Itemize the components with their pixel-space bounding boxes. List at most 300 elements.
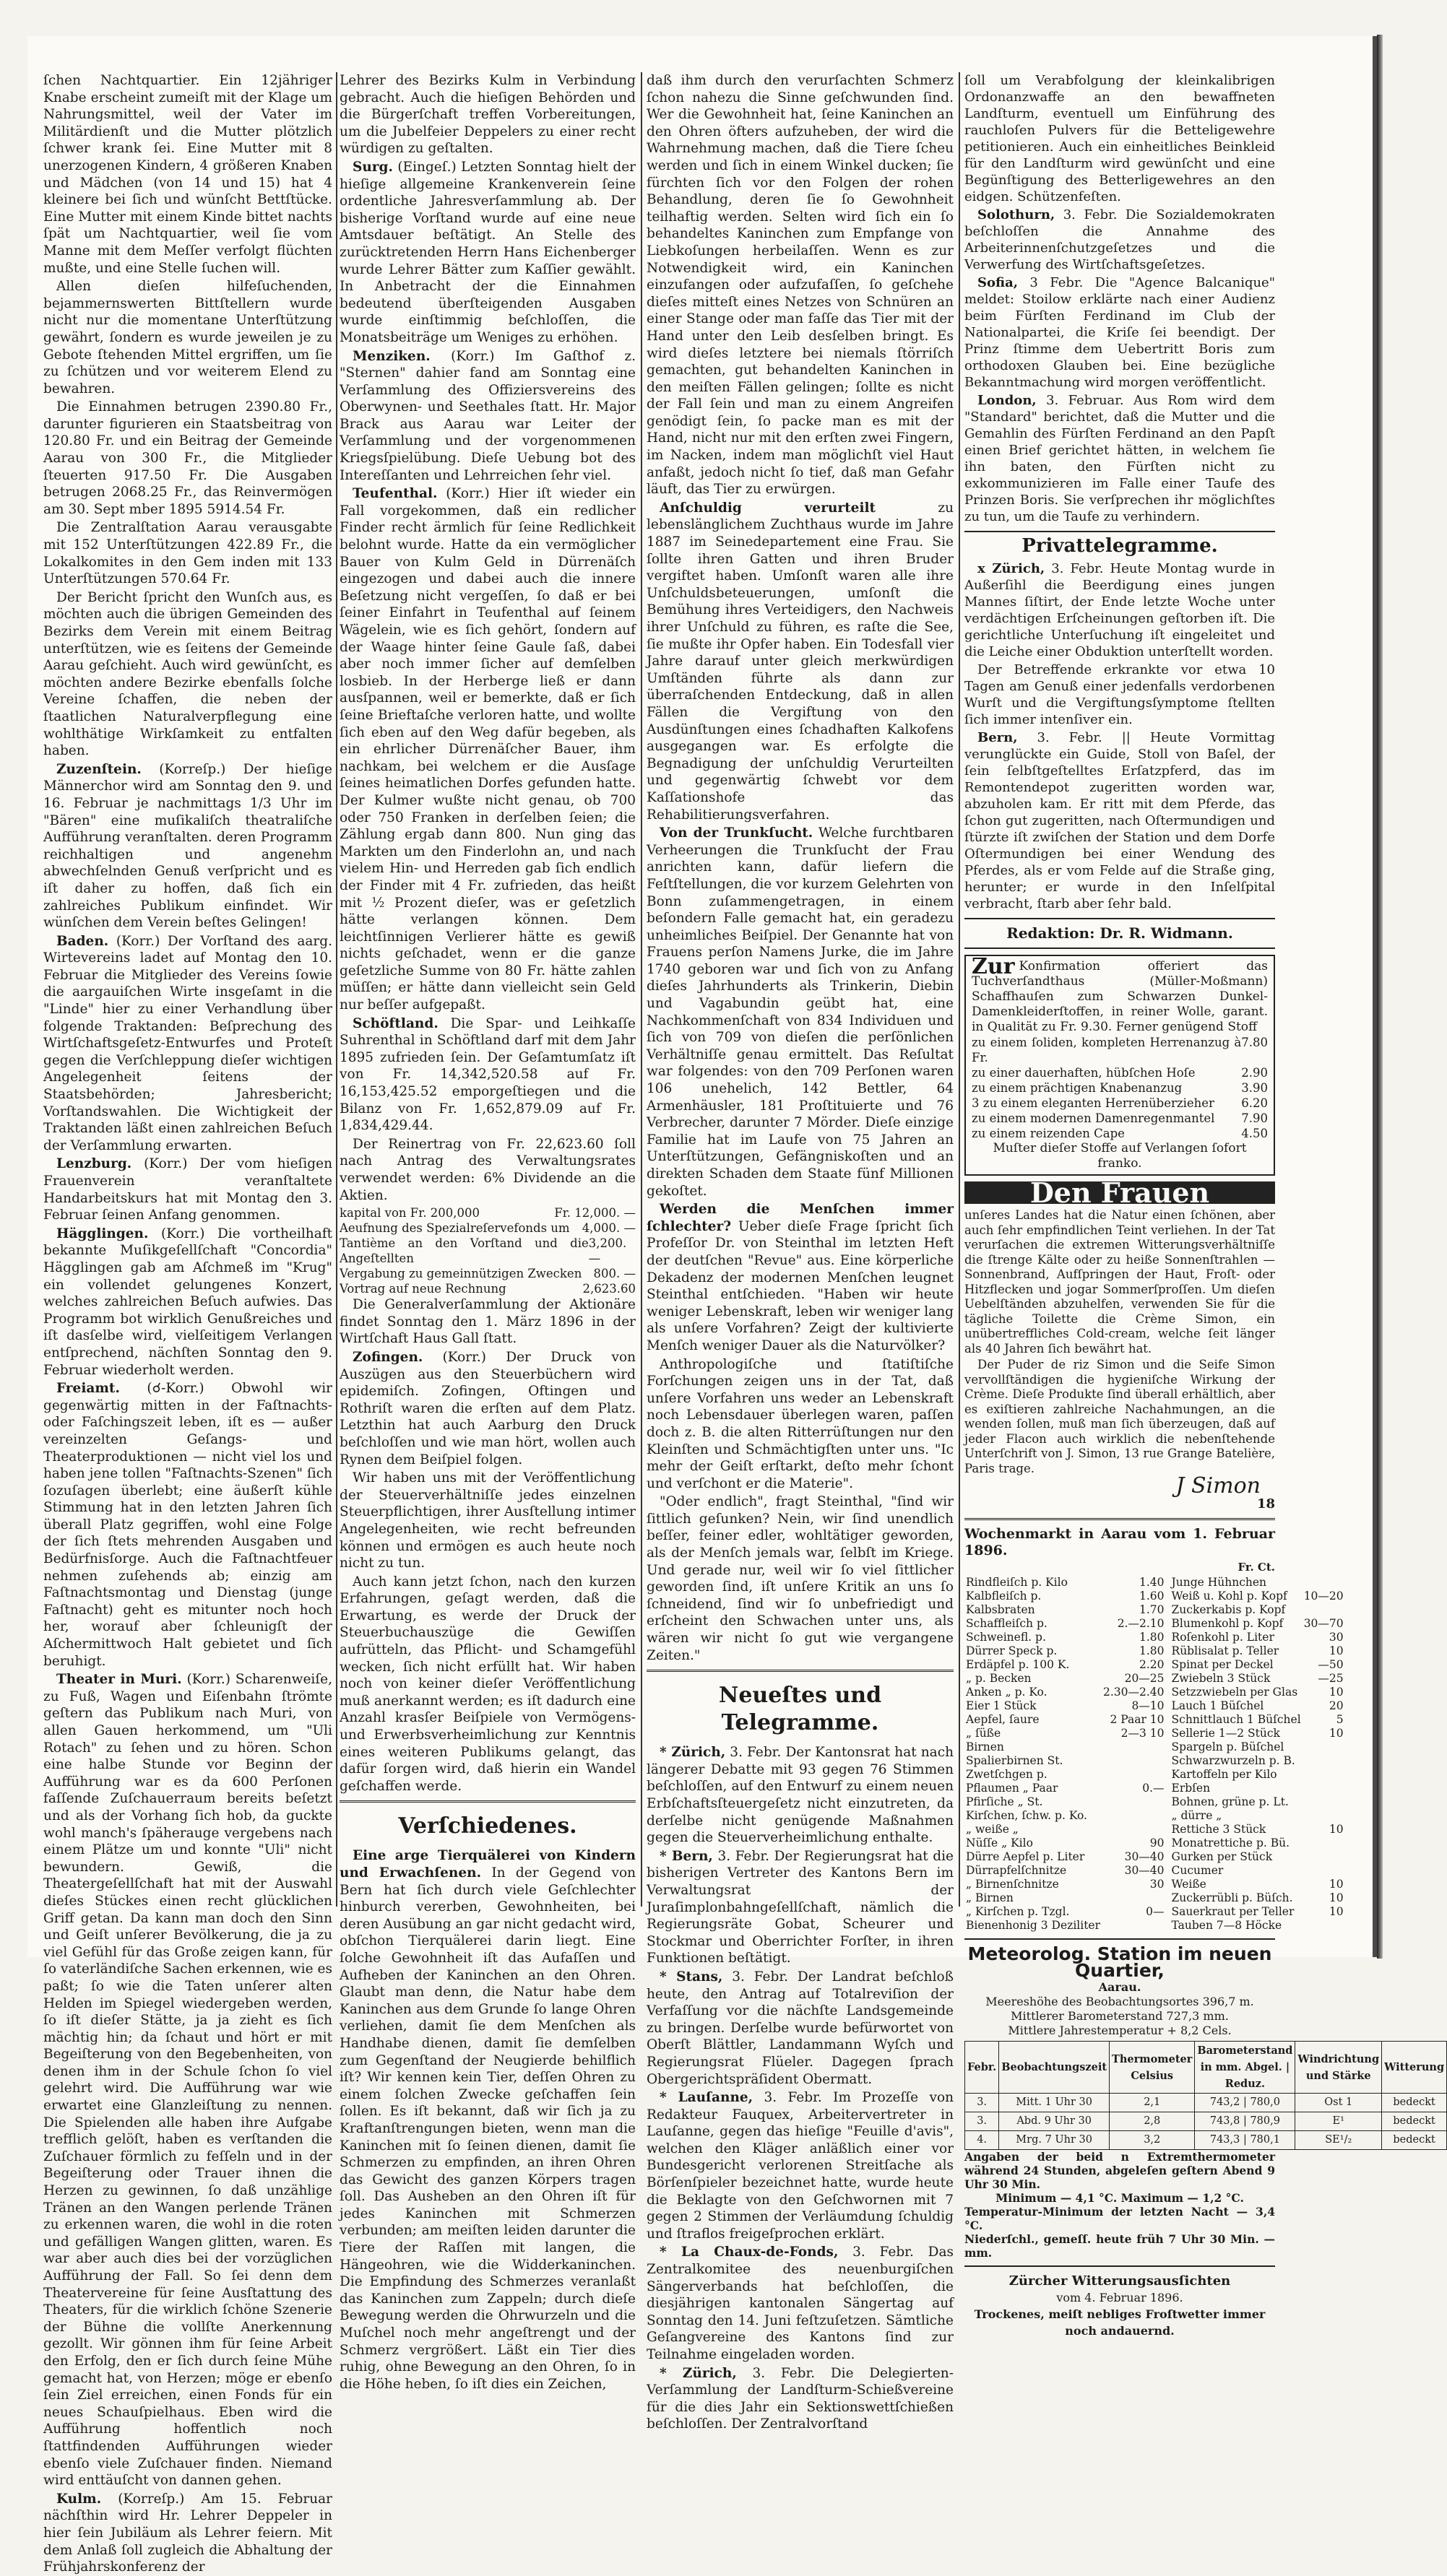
divider [340,1800,636,1803]
meteo-line: Mittlerer Barometerstand 727,3 mm. [1011,2009,1229,2023]
price-row [1170,1836,1345,1850]
item-price: 1.60 [1139,1590,1165,1603]
price-row [1170,1864,1345,1878]
item-name: „ p. Becken [966,1672,1032,1685]
item-price [1303,1782,1345,1795]
price-row [964,1782,1166,1795]
ledger-row: kapital von Fr. 200,000 Fr. 12,000. — [340,1206,636,1220]
item-heading: Eine arge Tierquälerei von Kindern und Erwachſenen. [340,1848,636,1881]
signature: J Simon [1175,1473,1261,1499]
item-price [1303,1850,1345,1864]
frauen-ad-text: Der Puder de riz Simon und die Seife Simon vervollſtändigen die hygieniſche Wirkung der Crème. Dieſe Produkte ſind überall erhältlich, aber es exiſtieren zahlreiche Nachahmungen, an die wenden ſollen, muß man ſich überzeugen, daß auf jeder Flacon auch wirklich die nebenſtehende Unterſchrift von J. Simon, 13 rue Grange Batelière, Paris trage. [964,1358,1275,1475]
news-item [647,2089,954,2242]
price-row [1170,1576,1345,1590]
item-price: 10 [1329,1727,1344,1740]
item-price: 30 [1149,1878,1165,1891]
item-price: 0.— [1142,1782,1165,1795]
ad-price-row: zu einem modernen Damenregenmantel 7.90 [972,1111,1268,1125]
price-row [964,1836,1166,1850]
divider [964,1518,1275,1520]
item-text: 3 Febr. Die "Agence Balcanique" meldet: Stoilow erklärte nach einer Audienz beim Fürſten Ferdinand im Club der Nationalpartei, die Kriſe ſei beendigt. Der Prinz ſtimme dem Uebertritt Boris zum orthodoxen Glauben bei. Eine bezügliche Bekanntmachung wird morgen veröffentlicht. [964,275,1275,390]
paragraph: Lehrer des Bezirks Kulm in Verbindung gebracht. Auch die hieſigen Behörden und die Bürgerſchaft treffen Vorbereitungen, um die Jubelfeier Deppelers zu einer recht würdigen zu geſtalten. [340,73,636,157]
item-text: (Korreſp.) Der hieſige Männerchor wird am Sonntag den 9. und 16. Februar je nachmittags 1/3 Uhr im "Bären" eine muſikaliſch theatraliſche Aufführung veranſtalten. deren Programm reichhaltigen und angenehm abwechſelnden Genuß verſpricht und es iſt daher zu hoffen, daß ſich ein zahlreiches Publikum einfindet. Wir wünſchen dem Verein beſtes Gelingen! [43,761,332,931]
price-row [1170,1699,1345,1713]
price-row [1170,1850,1345,1864]
item-name: Dürrapfelſchnitze [966,1864,1067,1877]
price-row [964,1919,1166,1933]
item-price: 30—70 [1303,1617,1344,1630]
table-row: 4. Mrg. 7 Uhr 30 3,2 743,3 | 780,1 SE¹/₂ bedeckt [965,2131,1447,2150]
item-price: 30—40 [1124,1850,1165,1863]
item-name: Schwarzwurzeln p. B. [1171,1754,1295,1767]
place-heading: x Zürich, [977,561,1045,576]
item-heading: Von der Trunkſucht. [660,825,813,841]
price-row [1170,1795,1345,1809]
news-item [340,1847,636,2393]
ad-number: 18 [1256,1496,1275,1512]
news-item [340,1470,636,1572]
item-text: 3. Febr. || Heute Vormittag verunglückte ein Guide, Stoll von Baſel, der ſein ſelbſtgeſtelltes Erſatzpferd, das im Remontendepot zugeritten worden war, abzuholen kam. Er ritt mit dem Pferde, das ſchon gut zugeritten, nach Oſtermundigen und ſtürzte iſt zwiſchen der Station und dem Dorfe Oſtermundigen bei einer Wendung des Pferdes, als er vom Felde auf die Straße ging, herunter; er wurde in den Inſelſpital verbracht, ſtarb aber ſehr bald. [964,730,1275,911]
item-name: Monatrettiche p. Bü. [1171,1836,1290,1849]
item-price: 2—3 10 [1120,1727,1165,1740]
item-price: 10 [1329,1905,1344,1918]
item-price [1303,1836,1345,1850]
item-price: —25 [1318,1672,1344,1685]
item-name: „ ſüße [966,1727,1001,1740]
ad-price-row: zu einem reizenden Cape 4.50 [972,1127,1268,1140]
item-text: (Korr.) Der vom hieſigen Frauenverein veranſtaltete Handarbeitskurs hat mit Montag den 3. Februar ſeinen Anfang genommen. [43,1156,332,1223]
paragraph: Die Einnahmen betrugen 2390.80 Fr., darunter figurieren ein Staatsbeitrag von 120.80 Fr. und ein Beitrag der Gemeinde Aarau von 300 Fr., die Mitglieder ſteuerten 917.50 Fr. Die Ausgaben betrugen 2068.25 Fr., das Reinvermögen am 30. Sept mber 1895 5914.54 Fr. [43,399,332,517]
paragraph: daß ihm durch den verurſachten Schmerz ſchon nahezu die Sinne geſchwunden ſind. Wer die Gewohnheit hat, ſeine Kaninchen an den Ohren öfters aufzuheben, der wird die Wahrnehmung machen, daß die Tiere ſcheu werden und ſich in einem Winkel ducken; ſie fürchten ſich vor den Folgen der rohen Behandlung, deren ſie ſo Gewohnheit teilhaftig werden. Selten wird ſich ein ſo behandeltes Kaninchen zum Empfange von Liebkoſungen herbeilaſſen. Wenn es zur Notwendigkeit wird, ein Kaninchen einzufangen oder aufzufaſſen, ſo geſchehe dieſes mitteſt eines Netzes von Schnüren an einer Stange oder man faſſe das Tier mit der Hand unter den Leib desſelben bringt. Es wird dieſes letztere bei niemals ſtörriſch gemachten, gut behandelten Kaninchen in den meiſten Fällen gelingen; ſollte es nicht der Fall ſein und man zu einem Angreifen genödigt ſein, ſo packe man es mit der Hand, nicht nur mit den erſten zwei Fingern, im Nacken, indem man möglichſt viel Haut anfaßt, jedoch nicht ſo tief, daß man Gefahr läuft, das Tier zu erwürgen. [647,73,954,498]
item-name: Nüſſe „ Kilo [966,1836,1033,1849]
ad-headline: Konfirmation offeriert das Tuchverſandthaus (Müller-Moßmann) Schaffhauſen zum Schwarzen Dunkel-Damenkleiderſtoffen, in reiner Wolle, garant. in Qualität zu Fr. 9.30. Ferner genügend Stoff [972,959,1268,1034]
item-price: 10 [1329,1891,1344,1904]
item-price: 2.—2.10 [1117,1617,1165,1630]
item-price [1102,1891,1166,1905]
price-row [1170,1782,1345,1795]
units-label: Fr. Ct. [1237,1561,1275,1574]
place-heading: Baden. [56,933,109,949]
ad-price-row: zu einer dauerhaften, hübſchen Hoſe 2.90 [972,1066,1268,1080]
price-row [964,1576,1166,1590]
ledger [340,1205,636,1296]
place-heading: Lenzburg. [56,1156,132,1172]
price-row [964,1631,1166,1644]
item-text: 3. Februar. Aus Rom wird dem "Standard" berichtet, daß die Mutter und die Gemahlin des Fürſten Ferdinand an den Papſt einen Brief gerichtet hätten, in welchem ſie ihn baten, den Fürſten nicht zu exkommunizieren im Falle einer Taufe des Prinzen Boris. Sie verſprechen ihr möglichſtes zu tun, um die Taufe zu verhindern. [964,393,1275,524]
ledger-row: Vergabung zu gemeinnützigen Zwecken 800. — [340,1267,636,1281]
price-row [964,1727,1166,1740]
price-row [964,1713,1166,1727]
price-row [964,1754,1166,1768]
item-name: Spalierbirnen St. [966,1754,1063,1767]
place-heading: * Stans, [660,1969,723,1985]
item-price: 30 [1329,1631,1344,1644]
item-name: Anken „ p. Ko. [966,1686,1048,1699]
place-heading: Bern, [977,730,1018,745]
meteo-note: Niederſchl., gemeſſ. heute früh 7 Uhr 30 Min. — mm. [964,2232,1275,2260]
column-rule [336,72,337,1907]
divider [964,1938,1275,1940]
place-heading: Zuzenſtein. [56,761,142,777]
item-price [1102,1768,1166,1782]
item-name: „ Birnen [966,1891,1014,1904]
news-item [43,1155,332,1223]
news-item [964,662,1275,728]
paragraph: Allen dieſen hilfeſuchenden, bejammernswerten Bittſtellern wurde nicht nur die momentane Unterſtützung gewährt, ſondern es wurde jeweilen je zu Gebote ſtehenden Mittel ergriffen, um ſie zu ſchützen und vor weiterem Elend zu bewahren. [43,279,332,396]
price-row [1170,1768,1345,1782]
forecast-date: vom 4. Februar 1896. [1056,2291,1183,2304]
section-title: Neueſtes und Telegramme. [718,1683,882,1736]
item-text: (Korr.) Der Druck von Auszügen aus den Steuerbüchern wird epidemiſch. Zofingen, Oftingen und Rothriſt waren die erſten auf dem Platz. Letzthin hat auch Aarburg den Druck beſchloſſen und wie man hört, wollen auch Rynen dem Beiſpiel folgen. [340,1349,636,1467]
item-name: Eier 1 Stück [966,1699,1037,1712]
item-name: Roſenkohl p. Liter [1171,1631,1274,1644]
divider [964,2265,1275,2267]
item-text: 3. Febr. Das Zentralkomitee des neuenburgiſchen Sängerverbands hat beſchloſſen, die diesjährigen kantonalen Sängertag auf Sonntag den 14. Juni feſtzuſetzen. Sämtliche Geſangvereine des Kantons ſind zur Teilnahme eingeladen worden. [647,2245,954,2362]
price-row [1170,1754,1345,1768]
item-price [1303,1919,1345,1933]
news-item [340,1296,636,1348]
news-item [647,500,954,823]
price-row [1170,1878,1345,1891]
item-name: Pflaumen „ Paar [966,1782,1058,1795]
item-text: (Korr.) Im Gaſthof z. "Sternen" dahier fand am Sonntag eine Verſammlung des Offiziersvereins des Oberwynen- und Seethales ſtatt. Hr. Major Brack aus Aarau war Leiter der Verſammlung und der vorgenommenen Kriegsſpielübung. Dieſe Uebung bot des Intereſſanten und Lehrreichen ſehr viel. [340,348,636,483]
item-heading: Anſchuldig verurteilt [660,500,876,516]
price-row [964,1878,1166,1891]
ad-price-row: 3 zu einem eleganten Herrenüberzieher 6.20 [972,1096,1268,1110]
news-item [340,485,636,1013]
item-name: „ weiße „ [966,1823,1019,1836]
divider [647,1670,954,1672]
price-table-left [964,1576,1166,1933]
column-3 [647,72,954,2432]
price-row [964,1740,1166,1754]
item-price [1303,1740,1345,1754]
price-row [964,1658,1166,1672]
paragraph: Der Bericht ſpricht den Wunſch aus, es möchten auch die übrigen Gemeinden des Bezirks dem Verein mit einem Beitrag unterſtützen, wie es ſeitens der Gemeinde Aarau geſchieht. Auch wird gewünſcht, es möchten andere Bezirke ebenfalls ſolche Vereine ſchaffen, die neben der ſtaatlichen Naturalverpflegung eine wohlthätige Wirkſamkeit zu entfalten haben. [43,589,332,759]
ad-price-row: zu einem ſoliden, kompleten Herrenanzug à Fr. 7.80 [972,1036,1268,1064]
ledger-row: Aeufnung des Spezialreſervefonds um 4,000. — [340,1221,636,1236]
news-item [340,1015,636,1135]
item-price: 5 [1336,1713,1344,1726]
item-name: Kirſchen, ſchw. p. Ko. [966,1809,1087,1822]
item-name: Spinat per Deckel [1171,1658,1274,1671]
meteo-note: Temperatur-Minimum der letzten Nacht — 3,4 °C. [964,2205,1275,2232]
table-row: 3. Mitt. 1 Uhr 30 2,1 743,2 | 780,0 Ost 1 bedeckt [965,2094,1447,2112]
column-4 [964,72,1445,2338]
item-price: 10 [1329,1878,1344,1891]
price-row [964,1905,1166,1919]
price-row [964,1603,1166,1617]
item-price: 90 [1149,1836,1165,1849]
news-item [43,761,332,932]
price-row [1170,1603,1345,1617]
news-item [964,274,1275,391]
ledger-row: Vortrag auf neue Rechnung 2,623.60 [340,1282,636,1296]
price-row [964,1850,1166,1864]
price-row [1170,1727,1345,1740]
ad-price-row: zu einem prächtigen Knabenanzug 3.90 [972,1081,1268,1095]
ad-lead: Zur [972,954,1015,979]
item-price: 20—25 [1124,1672,1165,1685]
price-row [964,1768,1166,1782]
item-text: (Eingeſ.) Letzten Sonntag hielt der hieſige allgemeine Krankenverein ſeine ordentliche Jahresverſammlung ab. Der bisherige Vorſtand wurde auf eine neue Amtsdauer beſtätigt. An Stelle des zurücktretenden Herrn Hans Eichenberger wurde Lehrer Bätter zum Kaſſier gewählt. In Anbetracht der die Einnahmen bedeutend überſteigenden Ausgaben wurde einſtimmig beſchloſſen, die Monatsbeiträge um Weniges zu erhöhen. [340,159,636,345]
item-name: Lauch 1 Büſchel [1171,1699,1264,1712]
news-item [340,1349,636,1468]
item-text: zu lebenslänglichem Zuchthaus wurde im Jahre 1887 im Seinedepartement eine Frau. Sie ſollte ihren Gatten und ihren Bruder vergiftet haben. Umſonſt waren alle ihre Unſchuldsbeteuerungen, umſonſt die Bemühung ihres Verteidigers, den Nachweis ihrer Unſchuld zu führen, es raſte die See, ſie mußte ihr Opfer haben. Ein Todesfall vier Jahre darauf unter gleich merkwürdigen Umſtänden führte als dann zur überraſchenden Entdeckung, daß in allen Fällen die Vergiftung von den Ausdünſtungen eines ſchadhaften Kalkofens ausgegangen war. Es erfolgte die Begnadigung der unſchuldig Verurteilten und gegenwärtig ſchwebt vor dem Kaſſationshofe das Rehabilitierungsverfahren. [647,500,954,823]
item-text: Ueber dieſe Frage ſpricht ſich Profeſſor Dr. von Steinthal im letzten Heft der deutſchen "Revue" aus. Eine körperliche Dekadenz der modernen Menſchen leugnet Steinthal entſchieden. "Haben wir heute weniger Lebenskraft, leben wir weniger lang als unſere Vorfahren? Zeigt der kultivierte Menſch weniger Dauer als die Naturvölker? [647,1218,954,1353]
item-price [1303,1809,1345,1823]
news-item [647,2244,954,2363]
item-name: Schnittlauch 1 Büſchel [1171,1713,1301,1726]
item-text: In der Gegend von Bern hat ſich durch viele Geſchlechter hinburch vererben, Gewohnheiten, bei deren Ausübung an gar nicht gedacht wird, obſchon Tierquälerei darin liegt. Eine ſolche Gewohnheit iſt das Aufaſſen und Aufheben der Kaninchen an den Ohren. Glaubt man denn, die Natur habe dem Kaninchen aus dem Grunde ſo lange Ohren verliehen, damit ſie dem Menſchen als Handhabe dienen, damit ſie demſelben zum Gegenſtand der Neugierde behilflich iſt? Wir kennen kein Tier, deſſen Ohren zu einem ſolchen Zwecke geſchaffen ſein ſollen. Es iſt bekannt, daß wir ſich ja zu Kraftanſtrengungen bieten, wenn man die Kaninchen mit ſo ſeinen dienen, damit ſie Schmerzen zu empfinden, an ihren Ohren das Gewicht des ganzen Körpers tragen ſoll. Das Ausheben an den Ohren iſt für jedes Kaninchen mit Schmerzen verbunden; am meiſten leiden darunter die Tiere der Raſſen mit langen, die Hängeohren, wie die Widderkaninchen. Die Empfindung des Schmerzes veranlaßt das Kaninchen zum Zappeln; durch dieſe Bewegung werden die Ohrwurzeln und die Muſchel noch mehr angeſtrengt und der Schmerz vergrößert. Läßt ein Tier dies ruhig, ohne Bewegung an den Ohren, ſo in die Höhe heben, ſo iſt dies ein Zeichen, [340,1865,636,2392]
column-1 [43,72,332,2575]
price-row [1170,1686,1345,1699]
price-row [964,1699,1166,1713]
item-heading: Werden die Menſchen immer ſchlechter? [647,1202,954,1234]
news-item [340,1574,636,1795]
item-text: (Korr.) Die vortheilhaft bekannte Muſikgeſellſchaft "Concordia" Hägglingen gab am Aſchmeß im "Krug" ein vollendet gelungenes Konzert, welches zahlreichen Beſuch aufwies. Das Programm bot wirklich Genußreiches und iſt dasſelbe wird, vielſeitigem Verlangen entſprechend, nächſten Sonntag den 9. Februar wiederholt werden. [43,1226,332,1378]
item-price [1102,1795,1166,1809]
item-name: Erbſen [1171,1782,1211,1795]
divider [964,531,1275,532]
item-name: Zuckerkabis p. Kopf [1171,1603,1286,1616]
item-price: 0— [1146,1905,1165,1918]
divider [964,918,1275,919]
place-heading: Hägglingen. [56,1226,149,1241]
item-name: Aepfel, ſaure [966,1713,1040,1726]
item-price: 10—20 [1303,1590,1344,1603]
item-text: Die Generalverſammlung der Aktionäre findet Sonntag den 1. März 1896 in der Wirtſchaft Haus Gall ſtatt. [340,1297,636,1347]
item-text: (Korr.) Hier iſt wieder ein Fall vorgekommen, daß ein redlicher Finder recht ärmlich für ſeine Redlichkeit belohnt wurde. Hatte da ein vermöglicher Bauer von Kulm Geld in Dürrenäſch eingezogen und dabei auch die innere Beſetzung nicht vergeſſen, ſo daß er bei ſeiner Einfahrt in Teufenthal auf ſeinem Wägelein, wie es ſich gehört, ſondern auf der Waage hinter ſeine Gaule ſaß, dabei aber noch immer ſicher auf demſelben losbieb. In der Herberge ließ er dann ausſpannen, weil er bemerkte, daß er ſich ſeine Brieftaſche verloren hatte, und wollte ſich eben auf den Weg dafür begeben, als ein ehrlicher Dürrenäſcher Bauer, ihm nachkam, bei welchem er die Ausſage ſeines heimatlichen Dorfes gefunden hatte. Der Kulmer wußte nicht genau, ob 700 oder 750 Franken in derſelben ſeien; die Zählung ergab dann 800. Nun ging das Markten um den Finderlohn an, und nach vielem Hin- und Herreden gab ſich endlich der Finder mit 4 Fr. zufrieden, das heißt mit ½ Prozent dieſer, was er geſetzlich hätte verlangen können. Dem leichtſinnigen Verlierer hätte es gewiß nichts geſchadet, wenn er die ganze geſetzliche Summe von 80 Fr. hätte zahlen müſſen; er hätte dann vielleicht sein Geld nur beſſer aufgepaßt. [340,486,636,1013]
table-header-row: Febr. Beobachtungszeit Thermometer Celsius Barometerstand in mm. Abgel. | Reduz. Windrichtung und Stärke Witterung [965,2042,1447,2094]
item-text: 3. Febr. Der Kantonsrat hat nach längerer Debatte mit 93 gegen 76 Stimmen beſchloſſen, auf den Entwurf zu einem neuen Erbſchaftsſteuergeſetz nicht einzutreten, da derſelbe nicht genügende Maßnahmen gegen die Steuerverheimlichung enthalte. [647,1745,954,1846]
item-name: Weiße [1171,1878,1206,1891]
place-heading: Kulm. [56,2491,102,2507]
news-item [647,2365,954,2433]
item-name: Schaffleiſch p. [966,1617,1048,1630]
price-row [964,1864,1166,1878]
forecast-text: Trockenes, meiſt nebliges Froſtwetter immer noch andauernd. [974,2307,1266,2338]
item-text: (Korr.) Der Vorſtand des aarg. Wirtevereins ladet auf Montag den 10. Februar die Mitglieder des Vereins ſowie die aargauiſchen Wirte insgeſamt in die "Linde" hier zu einer Verhandlung über folgende Traktanden: Beſprechung des Wirtſchaftsgeſetz-Entwurfes und Proteſt gegen die Verſchleppung dieſer wichtigen Angelegenheit ſeitens der Staatsbehörden; Jahresbericht; Vorſtandswahlen. Die Wichtigkeit der Traktanden läßt einen zahlreichen Beſuch der Verſammlung erwarten. [43,933,332,1153]
item-text: Wir haben uns mit der Veröffentlichung der Steuerverhältniſſe jedes einzelnen Steuerpflichtigen, ihrer Ausſtellung intimer Angelegenheiten, wie recht befreunden können und ermögen es auch heute noch nicht zu tun. [340,1470,636,1571]
item-price: —50 [1318,1658,1344,1671]
item-name: Zwetſchgen p. [966,1768,1048,1781]
news-item [43,1380,332,1670]
news-item [340,159,636,347]
news-item [43,2491,332,2576]
place-heading: Theater in Muri. [56,1672,182,1688]
price-row [1170,1644,1345,1658]
place-heading: Surg. [353,159,393,175]
item-name: Junge Hühnchen [1171,1576,1267,1589]
news-item [647,1493,954,1664]
price-row [964,1809,1166,1823]
item-name: Spargeln p. Büſchel [1171,1740,1284,1753]
price-row [964,1590,1166,1603]
item-name: Setzzwiebeln per Glas [1171,1686,1298,1699]
price-row [964,1823,1166,1836]
item-price: 2.30—2.40 [1103,1686,1165,1699]
item-price [1303,1576,1345,1590]
item-name: Erdäpfel p. 100 K. [966,1658,1070,1671]
frauen-ad-text: unſeres Landes hat die Natur einen ſchönen, aber auch ſehr empfindlichen Teint verliehen. In der Tat verurſachen die extremen Witterungsverhältniſſe die ſtrenge Kälte oder zu heiße Sonnenſtrahlen — Sonnenbrand, Aufſpringen der Haut, Froſt- oder Hitzflecken und jogar Sommerſproſſen. Um dieſen Uebelſtänden abzuhelfen, verwenden Sie für die tägliche Toilette die Crème Simon, ein unübertreffliches Cold-cream, welche ſeit länger als 40 Jahren ſich bewährt hat. [964,1208,1275,1356]
price-row [1170,1905,1345,1919]
price-row [1170,1658,1345,1672]
item-name: Tauben 7—8 Höcke [1171,1919,1282,1932]
item-price [1303,1603,1345,1617]
place-heading: * Zürich, [660,2365,737,2381]
wochenmarkt-table [964,1576,1344,1933]
price-row [1170,1672,1345,1686]
meteo-place: Aarau. [1098,1980,1141,1994]
item-text: Anthropologiſche und ſtatiſtiſche Forſchungen zeigen uns in der Tat, daß unſere Vorfahren uns weder an Lebenskraft noch Lebensdauer überlegen waren, paſſen doch z. B. die alten Ritterrüſtungen nur den Kleinſten und Schmächtigſten unter uns. "Ic mehr der Geiſt erſtarkt, deſto mehr ſchont und verſchont er die Materie". [647,1356,954,1491]
price-row [1170,1590,1345,1603]
news-item [964,392,1275,525]
item-name: „ dürre „ [1171,1809,1222,1822]
item-text: 3. Febr. Im Prozeſſe von Redakteur Fauquex, Arbeitervertreter in Lauſanne, gegen das hieſige "Feuille d'avis", welchen den Kläger anläßlich einer vor Bundesgericht verlorenen Streitſache als Börſenſpieler bezeichnet hatte, wurde heute die Beklagte von den Geſchwornen mit 7 gegen 2 Stimmen der Verläumdung ſchuldig und ſtraflos freigeſprochen erklärt. [647,2090,954,2242]
item-price [1303,1768,1345,1782]
column-rule [959,72,960,1907]
column-rule [641,72,642,1907]
item-price [1102,1754,1166,1768]
item-name: Kalbsbraten [966,1603,1035,1616]
item-text: Der Betreffende erkrankte vor etwa 10 Tagen am Genuß einer jedenfalls verdorbenen Wurſt und die Vergiftungsſymptome ſtellten ſich immer intenſiver ein. [964,662,1275,727]
item-name: Gurken per Stück [1171,1850,1273,1863]
column-2 [340,72,636,2392]
item-name: Schweinefl. p. [966,1631,1046,1644]
item-text: Die Spar- und Leihkaſſe Suhrenthal in Schöftland darf mit dem Jahr 1895 zufrieden ſein. Der Geſamtumſatz iſt von Fr. 14,342,520.58 auf Fr. 16,153,425.52 emporgeſtiegen und die Bilanz von Fr. 1,652,879.09 auf Fr. 1,834,429.44. [340,1015,636,1134]
item-name: Blumenkohl p. Kopf [1171,1617,1284,1630]
item-text: "Oder endlich", fragt Steinthal, "ſind wir ſittlich geſunken? Nein, wir ſind unendlich beſſer, feiner edler, wohltätiger geworden, als der Menſch jemals war, ſelbſt im Kriege. Und gerade nur, weil wir ſo viel ſittlicher geworden ſind, iſt unſere Kritik an uns ſo ſchneidend, ſind wir ſo unbefriedigt und erſcheint den Schwachen unter uns, als wären wir nicht ſo gut wie vergangene Zeiten." [647,1494,954,1663]
news-item [43,1671,332,2489]
news-item [647,825,954,1200]
news-item [964,207,1275,273]
price-row [1170,1740,1345,1754]
item-name: Dürre Aepfel p. Liter [966,1850,1085,1863]
item-text: (☌-Korr.) Obwohl wir gegenwärtig mitten in der Faſtnachts- oder Faſchingszeit leben, iſt es — außer vereinzelten Geſangs- und Theaterproduktionen — nicht viel los und haben jene tollen "Faſtnachts-Szenen" ſich ſozuſagen überlebt; eine äußerſt kühle Stimmung hat in den letzten Jahren ſich überall Platz gegriffen, wohl eine Folge der ſich ſtets mehrenden Ausgaben und Bedürfnisſorge. Auch die Faſtnachtfeuer nehmen zuſehends ab; einzig am Faſtnachtsmontag und Dienstag (junge Faſtnacht) geht es mitunter noch hoch her, worauf aber ſchleunigſt der Aſchermittwoch Halt gebietet und ſich beruhigt. [43,1381,332,1669]
konfirmation-ad [964,955,1275,1176]
news-item [647,1201,954,1354]
item-price: 10 [1329,1823,1344,1836]
place-heading: Zofingen. [353,1349,423,1365]
meteo-line: Mittlere Jahrestemperatur + 8,2 Cels. [1008,2024,1232,2037]
item-price [1102,1809,1166,1823]
item-name: Zwiebeln 3 Stück [1171,1672,1271,1685]
price-row [964,1891,1166,1905]
item-name: Kalbfleiſch p. [966,1590,1042,1603]
paragraph: Die Zentralſtation Aarau verausgabte mit 152 Unterſtützungen 422.89 Fr., die Lokalkomites in den Gem inden mit 133 Unterſtützungen 570.64 Fr. [43,520,332,587]
place-heading: * Bern, [660,1848,713,1864]
price-row [1170,1631,1345,1644]
meteo-line: Meereshöhe des Beobachtungsortes 396,7 m. [985,1995,1254,2008]
meteo-note: Angaben der beid n Extremthermometer während 24 Stunden, abgeleſen geſtern Abend 9 Uhr 30 Min. [964,2150,1275,2191]
price-row [964,1672,1166,1686]
item-name: Pfirſiche „ St. [966,1795,1043,1808]
table-row: 3. Abd. 9 Uhr 30 2,8 743,8 | 780,9 E¹ bedeckt [965,2112,1447,2131]
news-item [647,1356,954,1493]
price-row [1170,1891,1345,1905]
item-price: 1.40 [1139,1576,1165,1589]
item-price [1303,1864,1345,1878]
item-price: 10 [1329,1686,1344,1699]
item-text: Welche furchtbaren Verheerungen die Trunkſucht der Frau anrichten kann, dafür liefern die Feſtſtellungen, die vor kurzem Gelehrten von Bonn zuſammengetragen, in einem beſondern Falle gemacht hat, ein geradezu unheimliches Beiſpiel. Der Genannte hat von Frauens perſon Namens Jurke, die im Jahre 1740 geboren war und ſich von zu Anfang dieſes Jahrhunderts als Trinkerin, Diebin und Vagabundin geübt hat, eine Nachkommenſchaft von 834 Individuen und ſich von 709 von dieſen die perſönlichen Verhältniſſe genau ermittelt. Das Reſultat war folgendes: von den 709 Perſonen waren 106 unehelich, 142 Bettler, 64 Armenhäusler, 181 Proſtituierte und 76 Verbrecher, darunter 7 Mörder. Dieſe einzige Familie hat im Laufe von 75 Jahren an Unterſtützungen, Gefängniskoſten und an direkten Schaden dem Staate fünf Millionen gekoſtet. [647,825,954,1199]
item-name: Bienenhonig 3 Deziliter [966,1919,1100,1932]
page-edge [1377,35,1383,1959]
item-text: Der Reinertrag von Fr. 22,623.60 ſoll nach Antrag des Verwaltungsrates verwendet werden: 6% Dividende an die Aktien. [340,1136,636,1203]
frauen-ad-title: Den Frauen [964,1181,1275,1204]
item-name: Cucumer [1171,1864,1224,1877]
item-price [1102,1919,1166,1933]
item-name: „ Birnenſchnitze [966,1878,1059,1891]
place-heading: Sofia, [977,275,1019,290]
editor-line: Redaktion: Dr. R. Widmann. [1006,924,1233,942]
item-name: Rüblisalat p. Teller [1171,1644,1279,1657]
item-text: 3. Febr. Die Delegierten-Verſammlung der Landſturm-Schießvereine für die dies Jahr ein Sektionswettſchießen beſchloſſen. Der Zentralvorſtand [647,2365,954,2432]
item-price [1102,1823,1166,1836]
news-item [647,1969,954,2088]
item-name: Weiß u. Kohl p. Kopf [1171,1590,1287,1603]
paragraph: ſchen Nachtquartier. Ein 12jähriger Knabe erscheint zumeiſt mit der Klage um Nahrungsmittel, weil der Vater im Militärdienſt und die Mutter plötzlich ſchwer krank ſei. Eine Mutter mit 8 unerzogenen Kindern, 4 größeren Knaben und Mädchen (von 14 und 15) hat 4 kleinere bei ſich und wünſcht Bettſtücke. Eine Mutter mit einem Kinde bittet nachts ſpät um Nachtquartier, weil ſie vom Manne mit dem Meſſer verfolgt flüchten mußte, und eine Stelle ſuchen will. [43,73,332,276]
place-heading: * La Chaux-de-Fonds, [660,2245,839,2260]
item-price: 1.70 [1139,1603,1165,1616]
news-item [964,560,1275,660]
item-name: Sauerkraut per Teller [1171,1905,1295,1918]
news-item [43,933,332,1155]
item-text: (Korr.) Scharenweiſe, zu Fuß, Wagen und Eiſenbahn ſtrömte geſtern das Publikum nach Muri, von allen Gauen herkommend, um "Uli Rotach" zu ſehen und zu hören. Schon eine halbe Stunde vor Beginn der Aufführung war es da 600 Perſonen faſſende Zuſchauerraum bereits beſetzt und als der Vorhang ſich hob, da guckte wohl manch's ſpäherauge vergebens nach einem Plätze um und konnte "Uli" nicht bewundern. Gewiß, die Theatergeſellſchaft hat mit der Auswahl dieſes Stückes einen recht glücklichen Griff getan. Da kann man doch den Sinn und Geiſt unſerer Bevölkerung, die ja zu viel Gefühl für das Große zeigen kann, für ſo vaterländiſche Sachen erkennen, wie es paßt; ſo wie die Taten unſerer alten Helden im Spiegel wiedergeben werden, ſo iſt dieſer Stätte, ja ja zieht es ſich mächtig hin; da ſchaut und hört er mit Begeiſterung von den Begebenheiten, von denen ihm in der Schule ſchon ſo viel gelehrt wird. Die Aufführung war wie erwartet eine Glanzleiſtung zu nennen. Die Spielenden alle haben ihre Aufgabe trefflich gelöſt, haben es verſtanden die Zuſchauer förmlich zu feſſeln und in der Begeiſterung oder Trauer ihnen die Herzen zu gewinnen, ſo daß unzählige Tränen an den Wangen perlende Tränen zu erkennen waren, die wohl in die roten und gefälligen Wangen glitten, waren. Es war aber auch dies bei der vorzüglichen Aufführung der Fall. So ſei denn dem Theatervereine für ſeine Ausſtattung des Theaters, für die wirklich ſchöne Szenerie der Bühne die vollſte Anerkennung gezollt. Wir gönnen ihm für ſeine Arbeit den Erfolg, den er ſich durch ſeine Mühe gemacht hat, von Herzen; möge er ebenſo ſein Ziel erreichen, einen Fonds für ein neues Schauſpielhaus. Eben wird die Aufführung hoffentlich noch ſtattfindenden Aufführungen wieder ebenſo viele Zuſchauer finden. Niemand wird enttäuſcht von dannen gehen. [43,1672,332,2489]
item-name: Zuckerrübli p. Büſch. [1171,1891,1293,1904]
meteo-note: Minimum — 4,1 °C. Maximum — 1,2 °C. [995,2191,1244,2205]
news-item [964,729,1275,912]
item-name: Rettiche 3 Stück [1171,1823,1266,1836]
price-row [1170,1809,1345,1823]
item-name: „ Kirſchen p. Tzgl. [966,1905,1070,1918]
place-heading: Solothurn, [977,207,1055,222]
meteo-title: Meteorolog. Station im neuen Quartier, [967,1943,1272,1981]
ad-footnote: Muſter dieſer Stoffe auf Verlangen ſofort franko. [993,1141,1247,1171]
place-heading: Freiamt. [56,1381,120,1397]
item-price: 1.80 [1139,1644,1165,1657]
item-price: 2 Paar 10 [1110,1713,1165,1726]
item-name: Rindfleiſch p. Kilo [966,1576,1068,1589]
place-heading: * Zürich, [660,1745,726,1761]
place-heading: Teufenthal. [353,486,438,502]
meteo-table [964,2041,1447,2150]
item-name: Bohnen, grüne p. Lt. [1171,1795,1289,1808]
price-row [1170,1823,1345,1836]
item-text: 3. Febr. Der Regierungsrat hat die bisherigen Vertreter des Kantons Bern im Verwaltungsrat der Juraſimplonbahngeſellſchaft, nämlich die Regierungsräte Gobat, Scheurer und Stockmar und Oberrichter Forſter, in ihren Funktionen beſtätigt. [647,1848,954,1966]
item-text: 3. Febr. Die Sozialdemokraten beſchloſſen die Annahme des Arbeiterinnenſchutzgeſetzes und die Verwerfung des Wirtſchaftsgeſetzes. [964,207,1275,272]
ad-side-number: 3 [972,1096,980,1110]
price-row [1170,1617,1345,1631]
item-price [1303,1754,1345,1768]
section-title: Verſchiedenes. [398,1813,577,1839]
item-price: 8—10 [1131,1699,1165,1712]
item-price: 30—40 [1124,1864,1165,1877]
place-heading: Schöftland. [353,1015,439,1031]
forecast-heading: Zürcher Witterungsausſichten [1008,2273,1231,2289]
item-text: (Korreſp.) Am 15. Februar nächſthin wird Hr. Lehrer Deppeler in hier ſein Jubiläum als Lehrer feiern. Mit dem Anlaß ſoll zugleich die Abhaltung der Frühjahrskonferenz der [43,2491,332,2575]
price-table-right [1170,1576,1345,1933]
item-text: 3. Febr. Der Landrat beſchloß heute, den Antrag auf Totalreviſion der Verfaſſung vor die nächſte Landsgemeinde zu bringen. Derſelbe wurde befürwortet von Oberſt Blättler, Landammann Wyſch und Regierungsrat Flüeler. Dagegen ſprach Obergerichtspräſident Obermatt. [647,1969,954,2087]
place-heading: London, [977,393,1037,408]
price-row [964,1644,1166,1658]
news-item [647,1848,954,1967]
place-heading: Menziken. [353,348,431,364]
section-title: Privattelegramme. [1021,535,1218,557]
item-name: Birnen [966,1740,1004,1753]
item-name: Kartoffeln per Kilo [1171,1768,1277,1781]
item-price: 10 [1329,1644,1344,1657]
